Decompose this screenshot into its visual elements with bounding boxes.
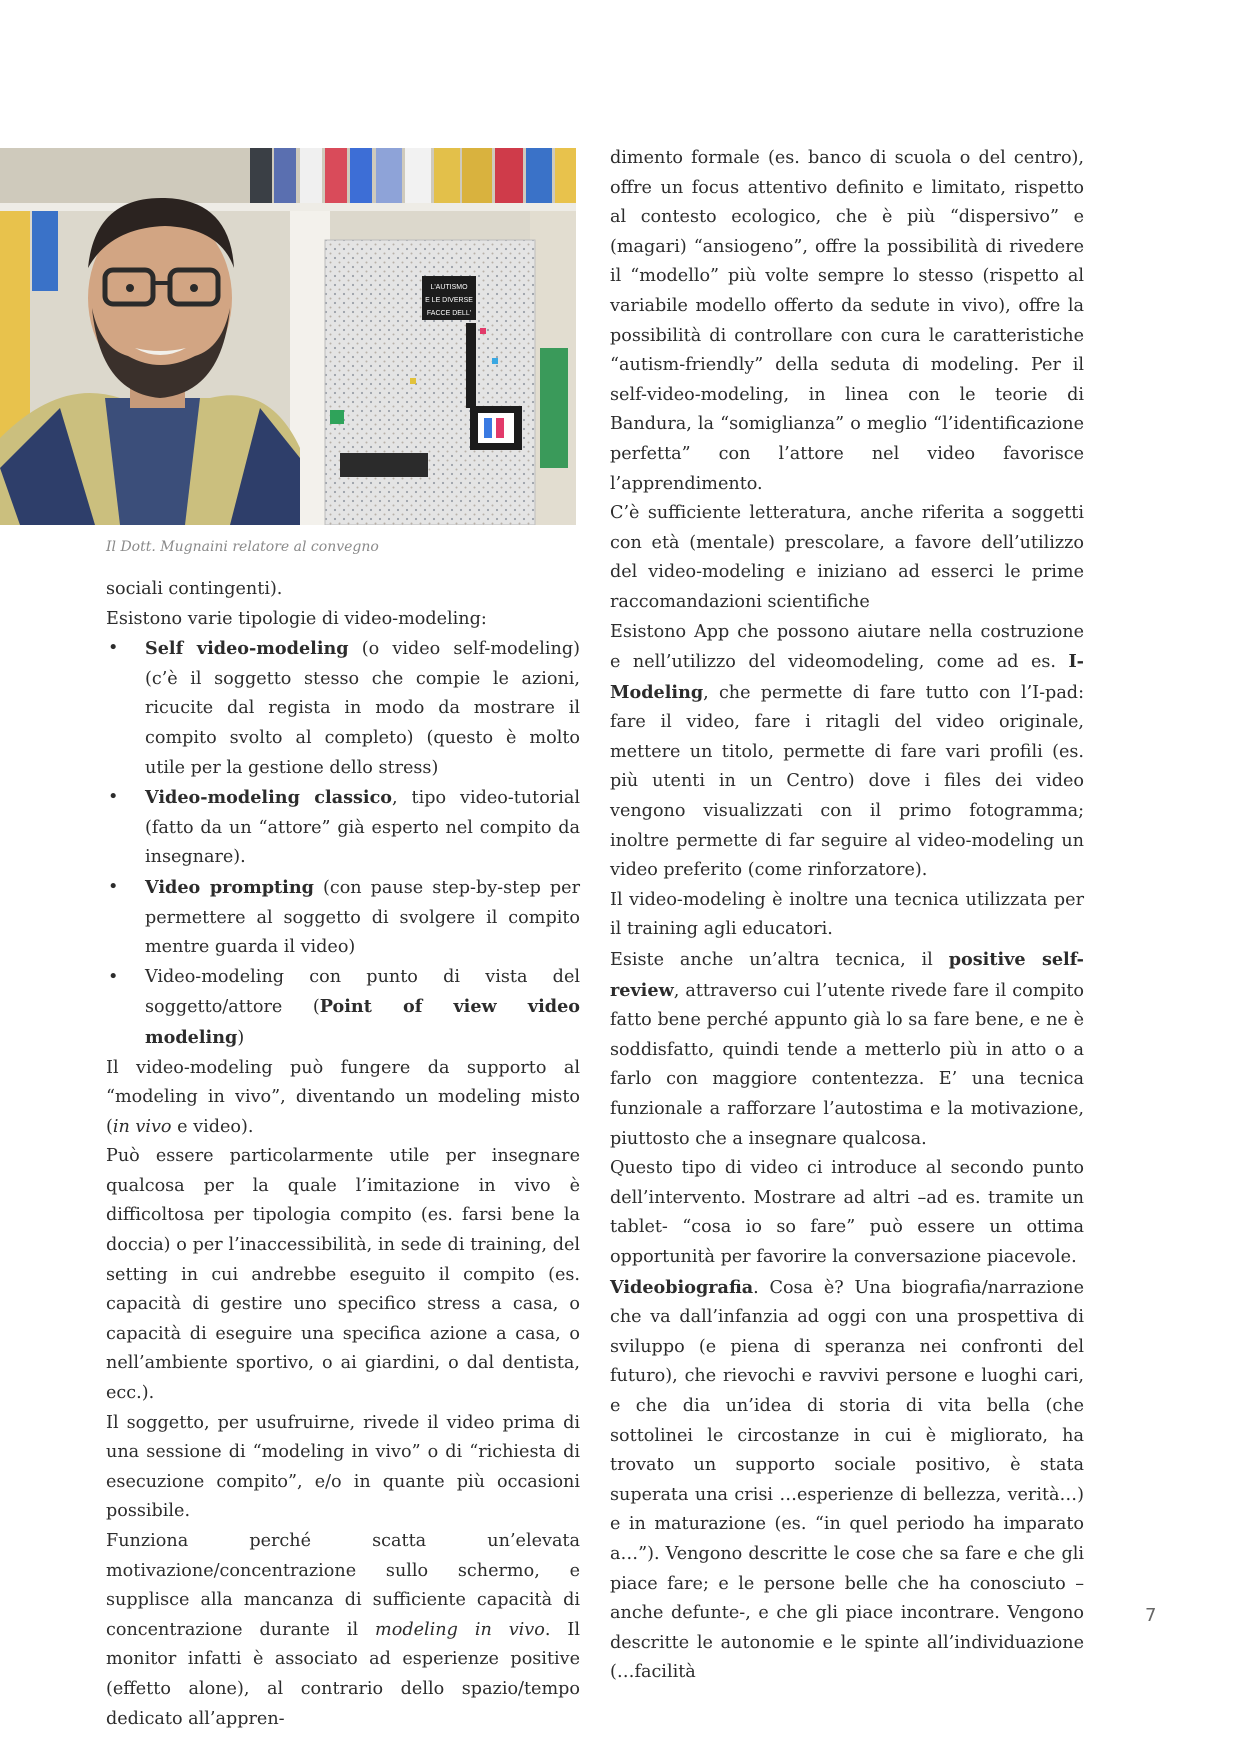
text-run: Il video-modeling può fungere da supporto al “modeling in vivo”, diventando un modeling misto ( [106,1057,580,1137]
term: Point of view video modeling [145,996,580,1048]
emphasis: modeling in vivo [375,1619,545,1640]
term: Video prompting [145,876,314,898]
text-run: Funziona perché scatta un’elevata motivazione/concentrazione sullo schermo, e supplisce alla mancanza di sufficiente capacità di concentrazione durante il [106,1531,580,1640]
paragraph: Può essere particolarmente utile per insegnare qualcosa per la quale l’imitazione in vivo è difficoltosa per tipologia compito (es. farsi bene la doccia) o per l’inaccessibilità, in sede di training, del setting in cui andrebbe eseguito il compito (es. capacità di gestire uno specifico stress a casa, o capacità di eseguire una specifica azione a casa, o nell’ambiente sportivo, o ai giardini, o dal dentista, ecc.). [106,1146,580,1404]
left-column [106,575,580,1734]
text-run: , che permette di fare tutto con l’I-pad: fare il video, fare i ritagli del video originale, mettere un titolo, permette di fare vari profili (es. più utenti in un Centro) dove i files dei video vengono visualizzati con il primo fotogramma; inoltre permette di far seguire al video-modeling un video preferito (come rinforzatore). [610,682,1084,881]
paragraph [106,1054,580,1143]
list-item-text: (con pause step-by-step per permettere al soggetto di svolgere il compito mentre guarda il video) [145,877,580,958]
paragraph [106,1527,580,1734]
video-modeling-types-list [106,634,580,1053]
paragraph: dimento formale (es. banco di scuola o del centro), offre un focus attentivo definito e limitato, rispetto al contesto ecologico, che è più “dispersivo” e (magari) “ansiogeno”, offre la possibilità di rivedere il “modello” più volte sempre lo stesso (rispetto al variabile modello offerto da sedute in vivo), offre la possibilità di controllare con cura le caratteristiche “autism-friendly” della seduta di modeling. Per il self-video-modeling, in linea con le teorie di Bandura, la “somiglianza” o meglio “l’identificazione perfetta” con l’attore nel video favorisce l’apprendimento. [610,148,1084,494]
poster-text-2: E LE DIVERSE [425,297,473,304]
list-item [106,873,580,963]
paragraph: C’è sufficiente letteratura, anche riferita a soggetti con età (mentale) prescolare, a favore dell’utilizzo del video-modeling e iniziano ad esserci le prime raccomandazioni scientifiche [610,503,1084,612]
paragraph: sociali contingenti). [106,579,283,599]
page-number: 7 [1145,1605,1157,1626]
text-run: e video). [171,1116,254,1137]
term: Self video-modeling [145,638,349,660]
text-run: Esistono App che possono aiutare nella costruzione e nell’utilizzo del videomodeling, come ad es. [610,621,1084,673]
list-item [106,783,580,873]
paragraph: Il video-modeling è inoltre una tecnica utilizzata per il training agli educatori. [610,889,1084,940]
photo-caption: Il Dott. Mugnaini relatore al convegno [106,539,379,555]
photo-illustration [0,148,576,525]
paragraph: Esistono varie tipologie di video-modeling: [106,608,487,629]
term: Video-modeling classico [145,787,393,809]
right-column [610,144,1084,1688]
paragraph [610,1273,1084,1688]
poster-text-3: FACCE DELL' [426,310,472,317]
text-run: , attraverso cui l’utente rivede fare il compito fatto bene perché appunto già lo sa fare bene, e ne è soddisfatto, quindi tende a metterlo più in atto o a farlo con maggiore contentezza. E’ una tecnica funzionale a rafforzare l’autostima e la motivazione, piuttosto che a insegnare qualcosa. [610,980,1084,1149]
paragraph [610,618,1084,886]
list-item-text-end: ) [237,1027,245,1048]
list-item-text: , tipo video-tutorial (fatto da un “attore” già esperto nel compito da insegnare). [145,788,580,868]
text-run: Esiste anche un’altra tecnica, il [610,950,949,971]
term: positive self-review [610,949,1084,1001]
poster-text-1: L'AUTISMO [430,284,468,291]
paragraph: Il soggetto, per usufruirne, rivede il video prima di una sessione di “modeling in vivo” o di “richiesta di esecuzione compito”, e/o in quante più occasioni possibile. [106,1412,580,1522]
list-item-text: Video-modeling con punto di vista del soggetto/attore ( [145,966,580,1018]
paragraph [610,945,1084,1154]
list-item-text: (o video self-modeling) (c’è il soggetto stesso che compie le azioni, ricucite dal regista in modo da mostrare il compito svolto al completo) (questo è molto utile per la gestione dello stress) [145,639,580,778]
poster [325,240,535,525]
text-run: . Il monitor infatti è associato ad esperienze positive (effetto alone), al contrario dello spazio/tempo dedicato all’appren- [106,1619,580,1729]
list-item [106,963,580,1054]
term: Videobiografia [610,1276,754,1298]
text-run: . Cosa è? Una biografia/narrazione che va dall’infanzia ad oggi con una prospettiva di sviluppo (e piena di speranza nei confronti del futuro), che rievochi e ravvivi persone e luoghi cari, e che dia un’idea di storia di vita bella (che sottolinei le circostanze in cui è migliorato, ha trovato un supporto sociale positivo, è stata superata una crisi …esperienze di bellezza, verità…) e in maturazione (es. “in quel periodo ha imparato a…”). Vengono descritte le cose che sa fare e che gli piace fare; e le persone belle che ha conosciuto –anche defunte-, e che gli piace incontrare. Vengono descritte le autonomie e le spinte all’individuazione (…facilità [610,1277,1084,1683]
paragraph: Questo tipo di video ci introduce al secondo punto dell’intervento. Mostrare ad altri –ad es. tramite un tablet- “cosa io so fare” può essere un ottima opportunità per favorire la conversazione piacevole. [610,1158,1084,1267]
app-name: I-Modeling [610,651,1084,703]
speaker-photo [0,148,576,525]
list-item [106,634,580,783]
emphasis: in vivo [112,1116,172,1137]
